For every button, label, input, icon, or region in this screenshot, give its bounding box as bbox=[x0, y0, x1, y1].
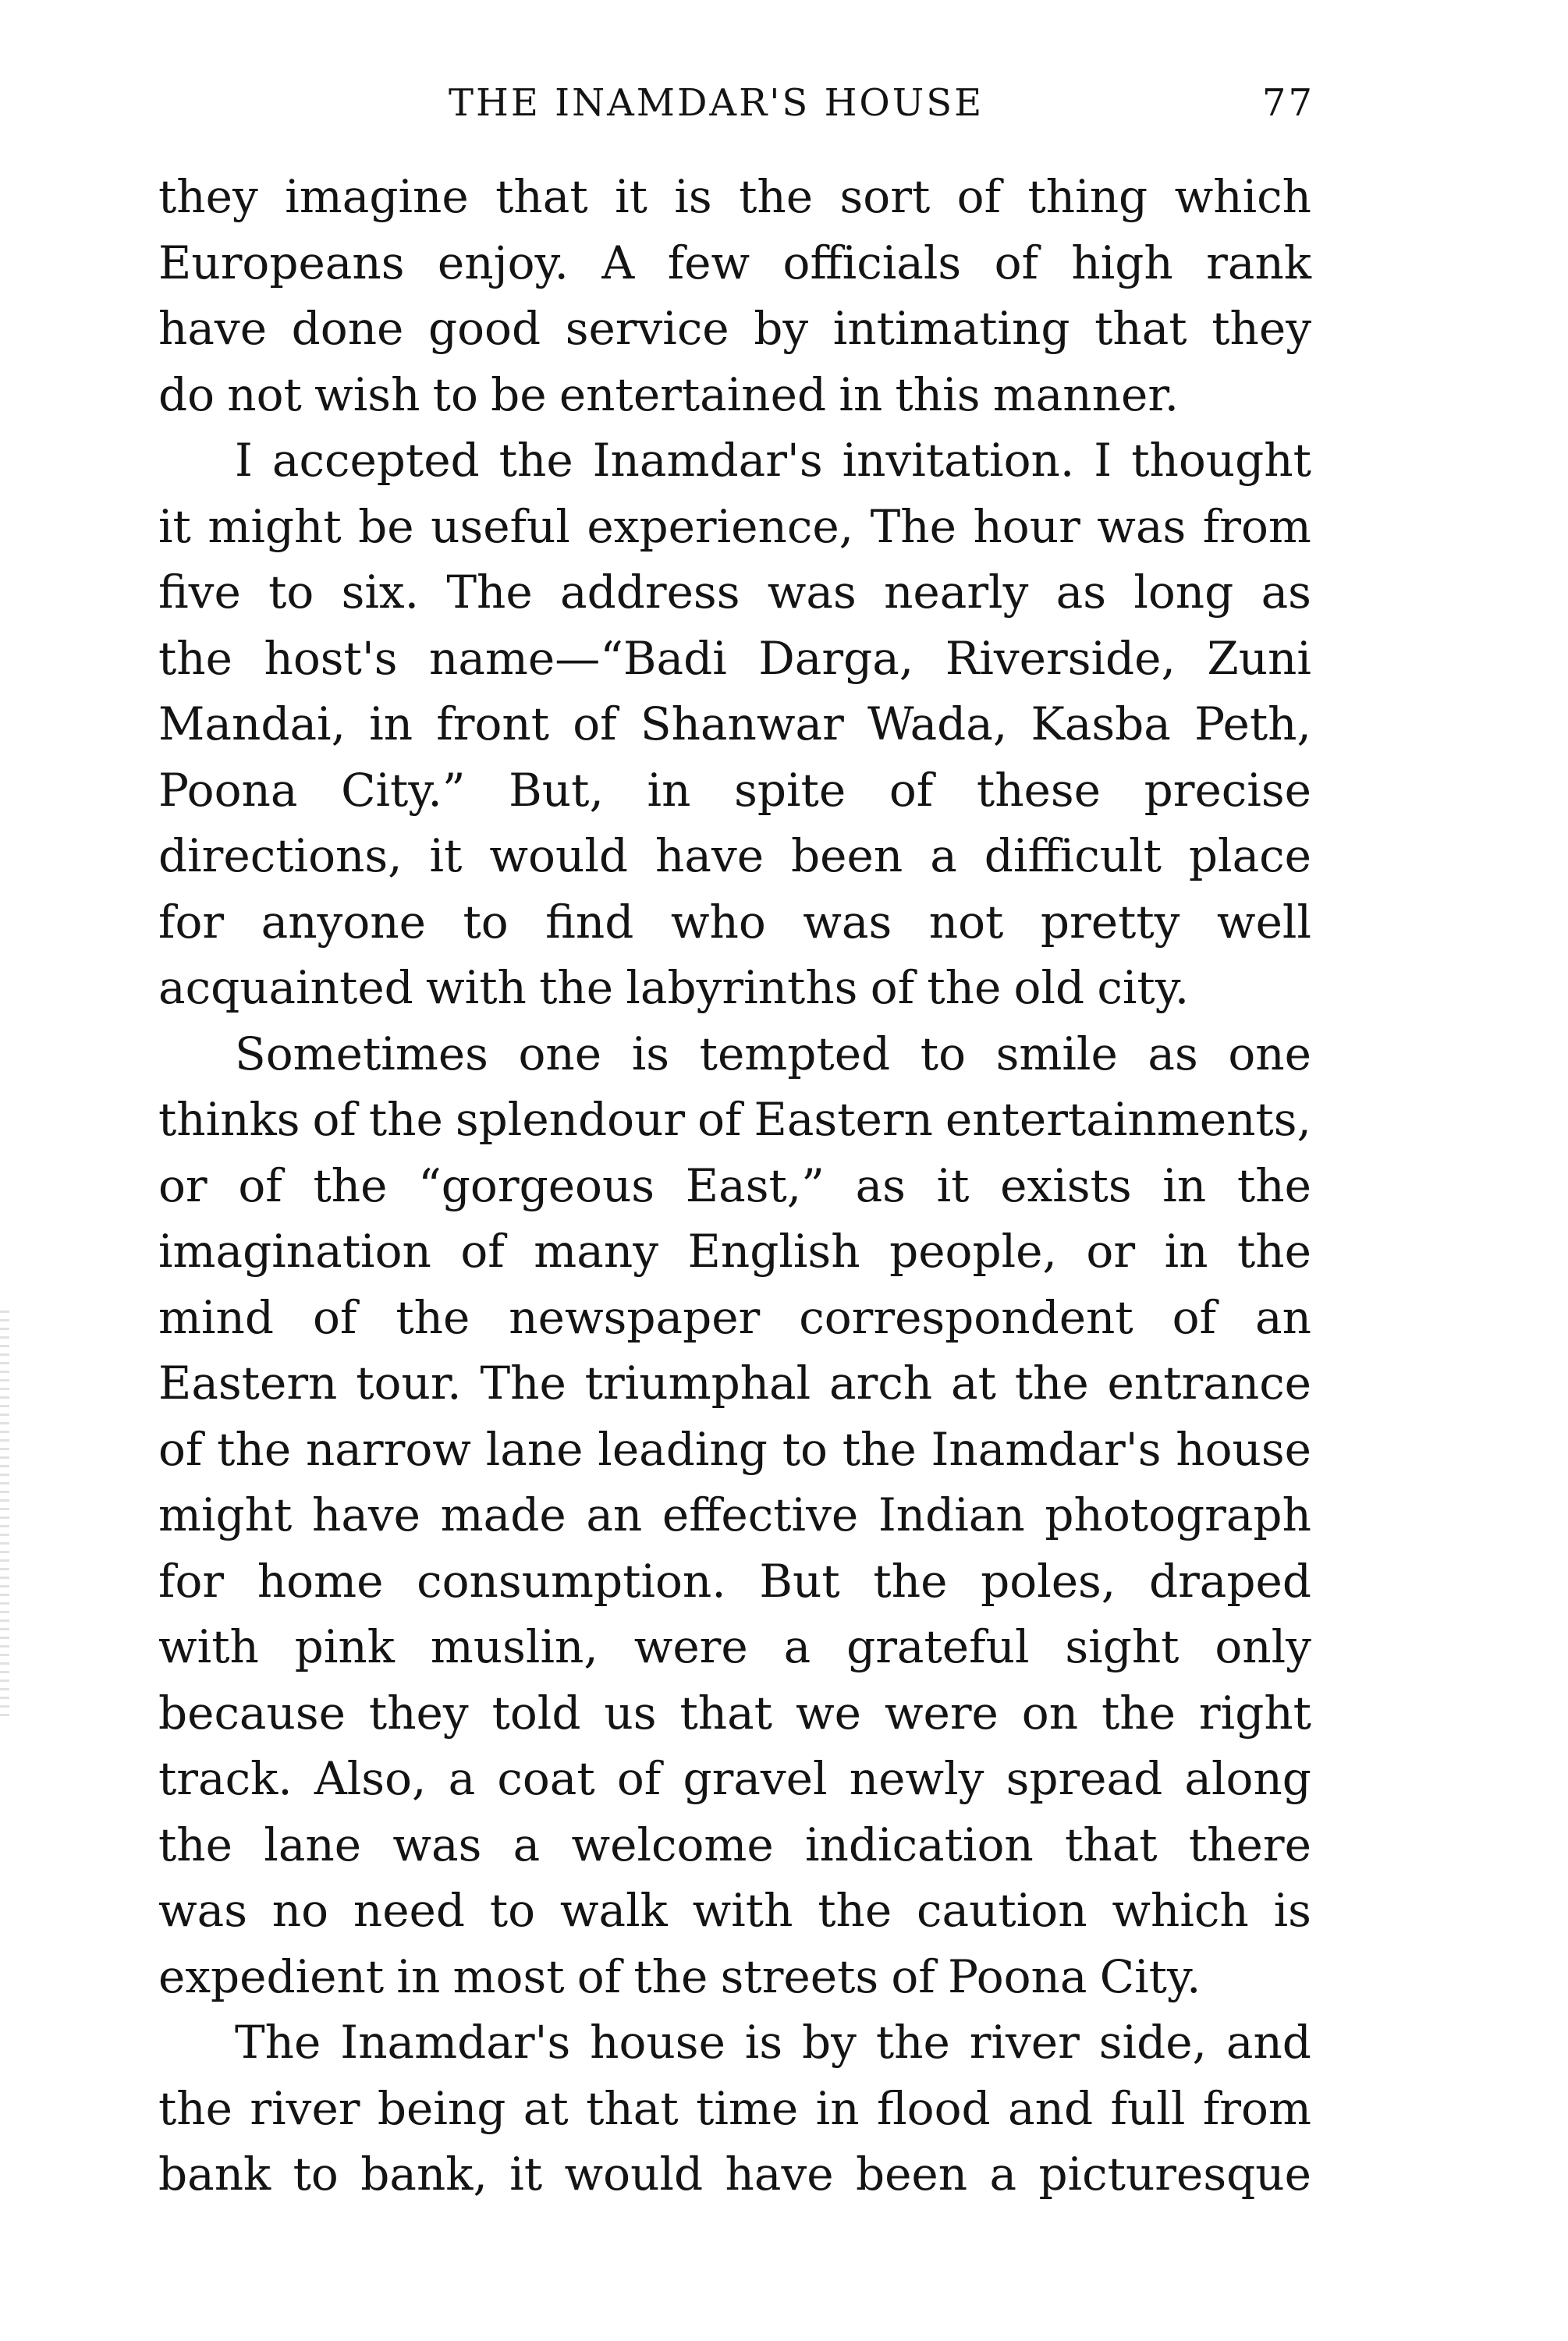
text-line: Sometimes one is tempted to smile as one bbox=[235, 1027, 1311, 1080]
text-line: acquainted with the labyrinths of the old city. bbox=[158, 961, 1190, 1014]
paragraph bbox=[158, 2009, 1311, 2208]
text-line: it might be useful experience, The hour was from bbox=[158, 499, 1311, 553]
running-title: THE INAMDAR'S HOUSE bbox=[449, 81, 984, 125]
text-line: Eastern tour. The triumphal arch at the entrance bbox=[158, 1357, 1311, 1410]
paragraph bbox=[158, 164, 1311, 427]
text-line: might have made an effective Indian photograph bbox=[158, 1488, 1311, 1541]
text-line: five to six. The address was nearly as long as bbox=[158, 566, 1311, 619]
text-line: Mandai, in front of Shanwar Wada, Kasba Peth, bbox=[158, 697, 1311, 750]
page-number: 77 bbox=[1261, 81, 1314, 125]
text-line: mind of the newspaper correspondent of an bbox=[158, 1290, 1311, 1344]
paragraph bbox=[158, 1021, 1311, 2010]
text-line: because they told us that we were on the right bbox=[158, 1686, 1311, 1740]
text-line: Poona City.” But, in spite of these precise bbox=[158, 763, 1311, 817]
text-line: with pink muslin, were a grateful sight only bbox=[158, 1620, 1311, 1673]
body-text bbox=[158, 164, 1311, 2208]
text-line: for anyone to find who was not pretty well bbox=[158, 895, 1311, 949]
text-line: expedient in most of the streets of Poona City. bbox=[158, 1949, 1201, 2003]
text-line: Europeans enjoy. A few officials of high rank bbox=[158, 236, 1311, 289]
text-line: have done good service by intimating that they bbox=[158, 302, 1311, 355]
text-line: bank to bank, it would have been a picturesque bbox=[158, 2148, 1311, 2201]
text-line: the host's name—“Badi Darga, Riverside, Zuni bbox=[158, 631, 1311, 685]
text-line: directions, it would have been a difficult place bbox=[158, 829, 1311, 882]
text-line: track. Also, a coat of gravel newly spread along bbox=[158, 1752, 1311, 1805]
page-header bbox=[160, 81, 1314, 128]
text-line: was no need to walk with the caution which is bbox=[158, 1884, 1311, 1937]
text-line: I accepted the Inamdar's invitation. I thought bbox=[235, 434, 1311, 487]
text-line: of the narrow lane leading to the Inamdar's house bbox=[158, 1422, 1311, 1476]
text-line: for home consumption. But the poles, draped bbox=[158, 1554, 1311, 1608]
text-line: or of the “gorgeous East,” as it exists in the bbox=[158, 1158, 1311, 1212]
text-line: do not wish to be entertained in this manner. bbox=[158, 367, 1180, 421]
text-line: imagination of many English people, or in the bbox=[158, 1225, 1311, 1278]
text-line: the lane was a welcome indication that there bbox=[158, 1818, 1311, 1871]
text-line: The Inamdar's house is by the river side, and bbox=[235, 2016, 1311, 2069]
scan-edge-artifact bbox=[0, 1311, 9, 1716]
text-line: the river being at that time in flood and full from bbox=[158, 2081, 1311, 2135]
paragraph bbox=[158, 427, 1311, 1021]
text-line: they imagine that it is the sort of thing which bbox=[158, 170, 1311, 223]
text-line: thinks of the splendour of Eastern entertainments, bbox=[158, 1093, 1311, 1146]
